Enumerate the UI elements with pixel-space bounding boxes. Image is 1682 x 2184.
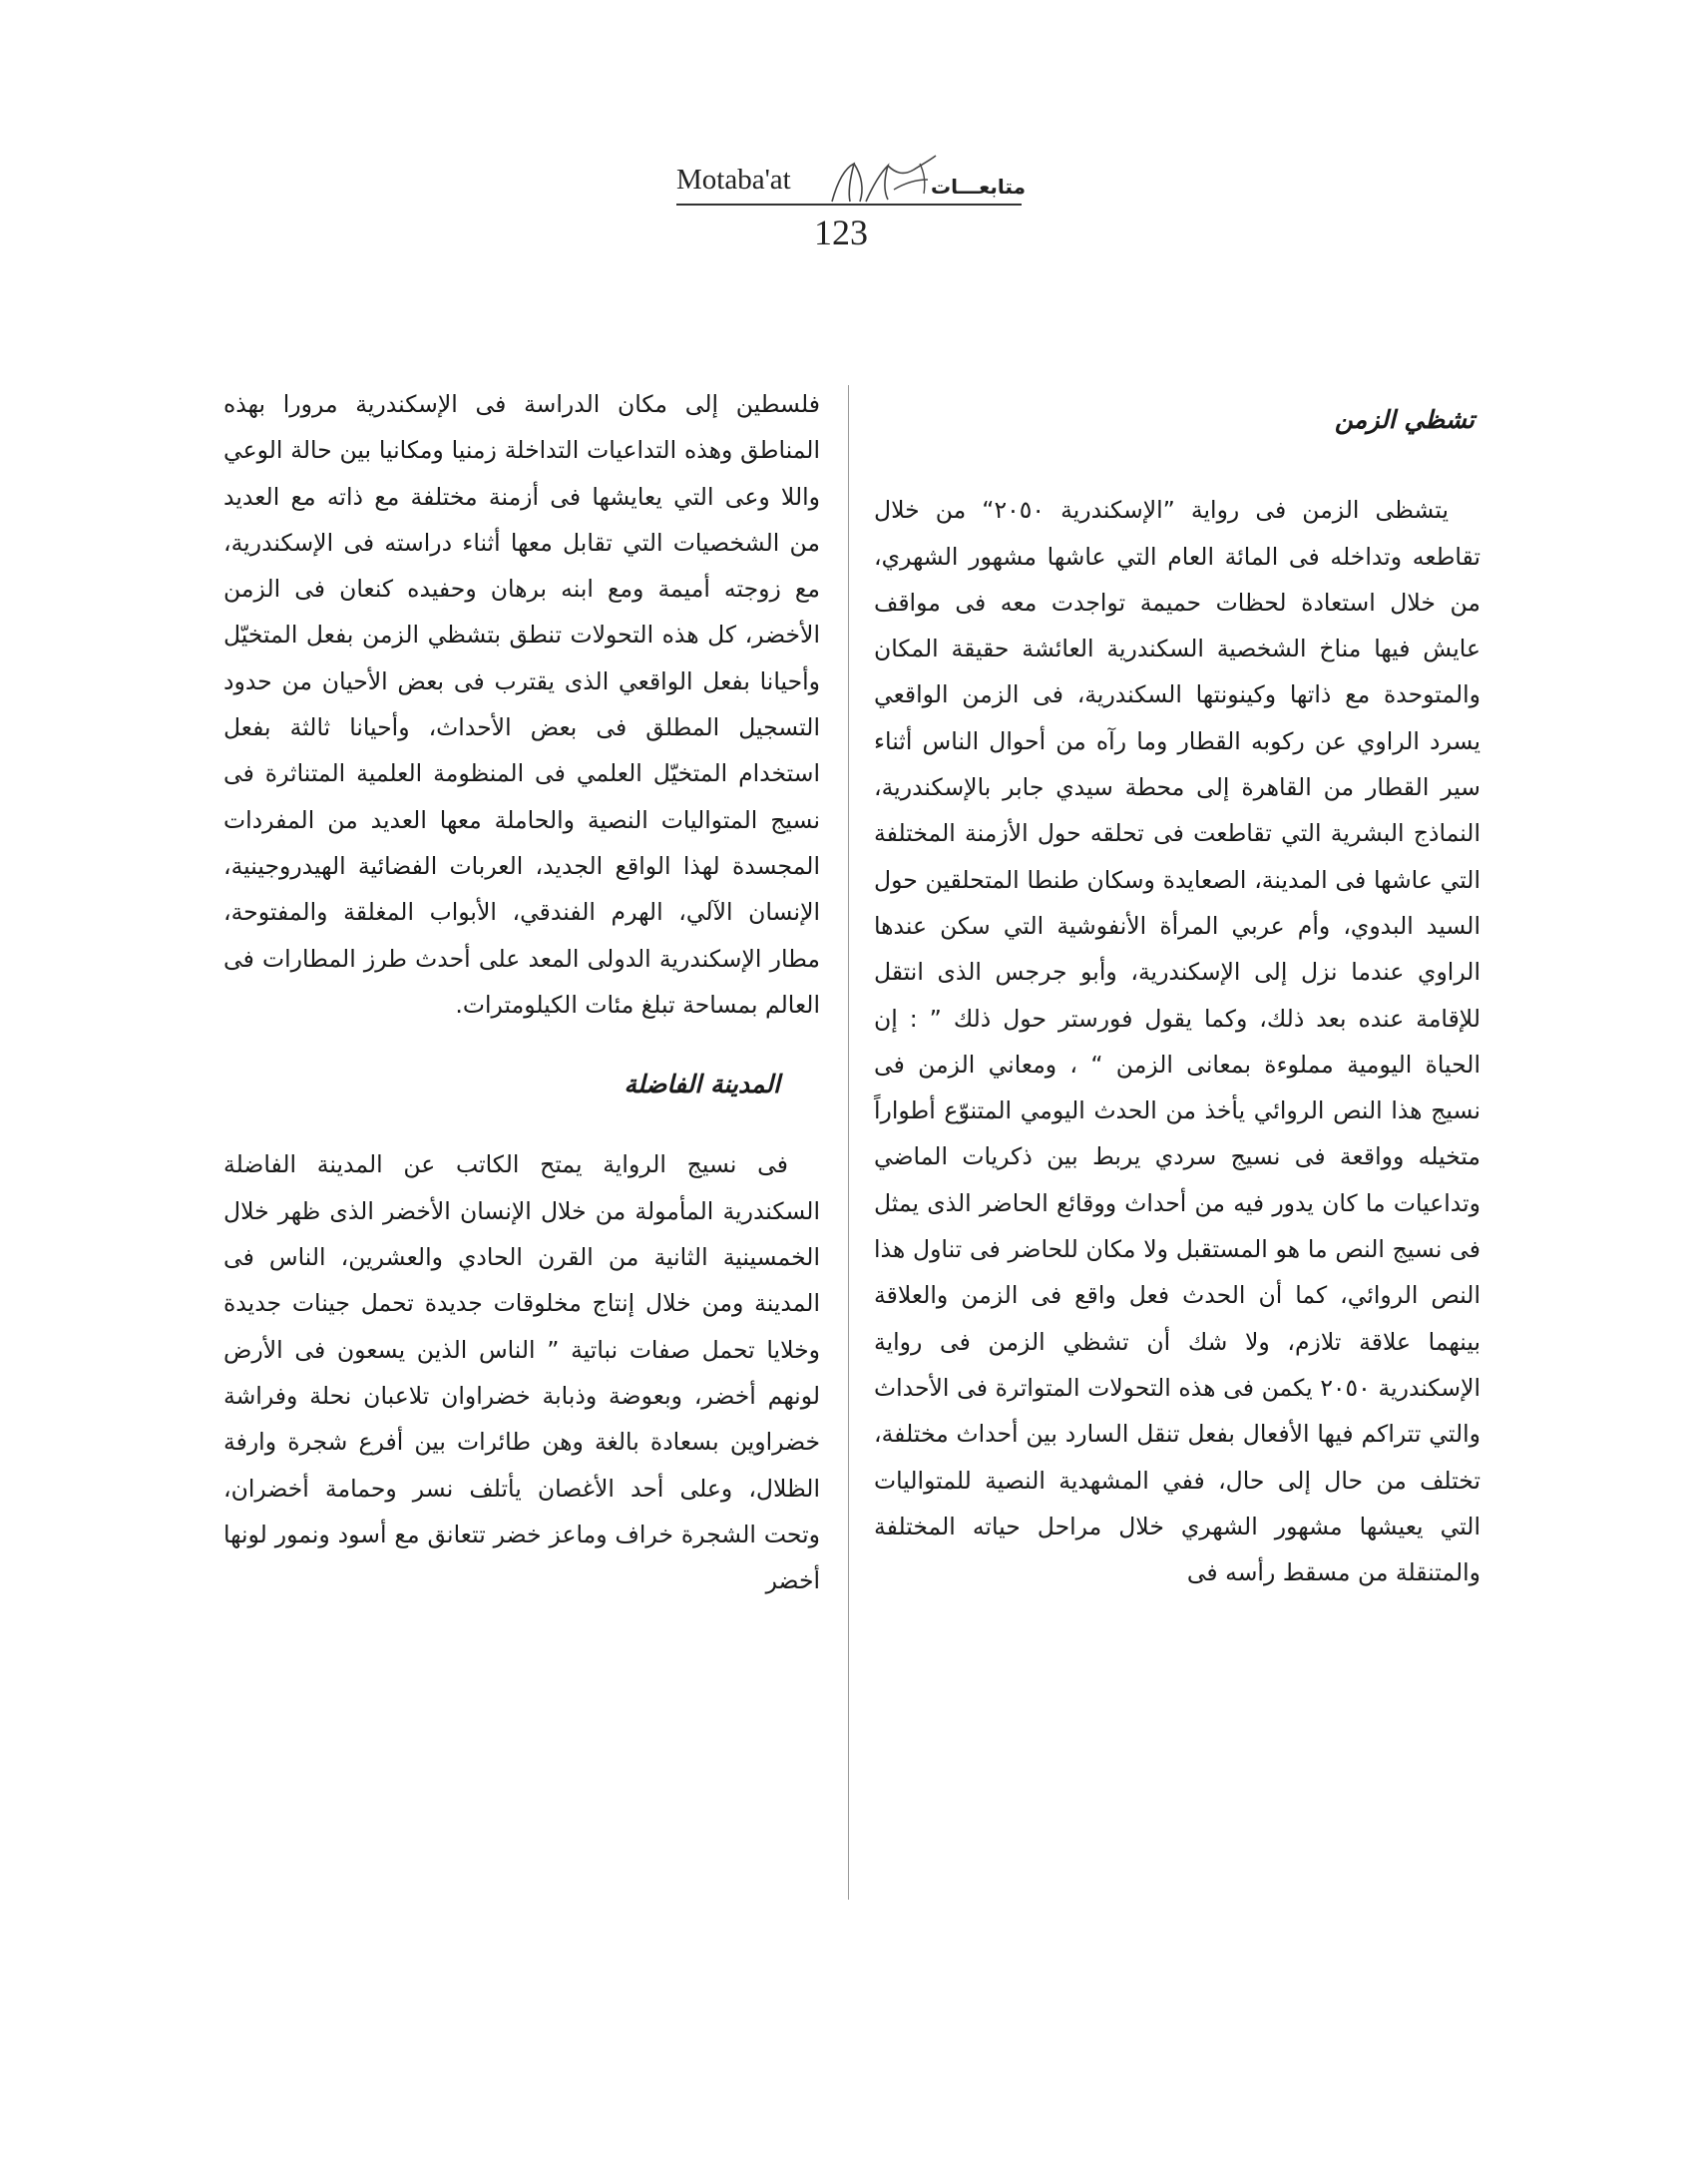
paragraph-time: يتشظى الزمن فى رواية ”الإسكندرية ٢٠٥٠“ من خلال تقاطعه وتداخله فى المائة العام التي عاشها مشهور الشهري، من خلال استعادة لحظات حميمة تواجدت معه فى مواقف عايش فيها مناخ الشخصية السكندرية العائشة حقيقة المكان والمتوحدة مع ذاتها وكينونتها السكندرية، فى الزمن الواقعي يسرد الراوي عن ركوبه القطار وما رآه من أحوال الناس أثناء سير القطار من القاهرة إلى محطة سيدي جابر بالإسكندرية، النماذج البشرية التي تقاطعت فى تحلقه حول الأزمنة المختلفة التي عاشها فى المدينة، الصعايدة وسكان طنطا المتحلقين حول السيد البدوي، وأم عربي المرأة الأنفوشية التي سكن عندها الراوي عندما نزل إلى الإسكندرية، وأبو جرجس الذى انتقل للإقامة عنده بعد ذلك، وكما يقول فورستر حول ذلك ” : إن الحياة اليومية مملوءة بمعانى الزمن “ ، ومعاني الزمن فى نسيج هذا النص الروائي يأخذ من الحدث اليومي المتنوّع أطواراً متخيله وواقعة فى نسيج سردي يربط بين ذكريات الماضي وتداعيات ما كان يدور فيه من أحداث ووقائع الحاضر الذى يمثل فى نسيج النص ما هو المستقبل ولا مكان للحاضر فى تناول هذا النص الروائي، كما أن الحدث فعل واقع فى الزمن والعلاقة بينهما علاقة تلازم، ولا شك أن تشظي الزمن فى رواية الإسكندرية ٢٠٥٠ يكمن فى هذه التحولات المتواترة فى الأحداث والتي تتراكم فيها الأفعال بفعل تنقل السارد بين أحداث مختلفة، تختلف من حال إلى حال، ففي المشهدية النصية للمتواليات التي يعيشها مشهور الشهري خلال مراحل حياته المختلفة والمتنقلة من مسقط رأسه فى bbox=[874, 496, 1480, 1587]
column-divider bbox=[848, 385, 849, 1900]
header-arabic-title: متابعـــات bbox=[931, 175, 1026, 199]
paragraph-utopia: فى نسيج الرواية يمتح الكاتب عن المدينة الفاضلة السكندرية المأمولة من خلال الإنسان الأخضر الذى ظهر خلال الخمسينية الثانية من القرن الحادي والعشرين، الناس فى المدينة ومن خلال إنتاج مخلوقات جديدة تحمل جينات جديدة وخلايا تحمل صفات نباتية ” الناس الذين يسعون فى الأرض لونهم أخضر، وبعوضة وذبابة خضراوان تلاعبان نحلة وفراشة خضراوين بسعادة بالغة وهن طائرات بين أفرع شجرة وارفة الظلال، وعلى أحد الأغصان يأتلف نسر وحمامة أخضران، وتحت الشجرة خراف وماعز خضر تتعانق مع أسود ونمور لونها أخضر bbox=[223, 1150, 820, 1595]
header-rule bbox=[676, 204, 1022, 206]
page-header bbox=[0, 150, 1682, 259]
left-column bbox=[223, 381, 820, 1603]
section-heading-utopia: المدينة الفاضلة bbox=[624, 1070, 780, 1099]
paragraph-continuation: فلسطين إلى مكان الدراسة فى الإسكندرية مرورا بهذه المناطق وهذه التداعيات التداخلة زمنيا ومكانيا بين حالة الوعي واللا وعى التي يعايشها فى أزمنة مختلفة مع ذاته مع العديد من الشخصيات التي تقابل معها أثناء دراسته فى الإسكندرية، مع زوجته أميمة ومع ابنه برهان وحفيده كنعان فى الزمن الأخضر، كل هذه التحولات تنطق بتشظي الزمن بفعل المتخيّل وأحيانا بفعل الواقعي الذى يقترب فى بعض الأحيان من حدود التسجيل المطلق فى بعض الأحداث، وأحيانا ثالثة بفعل استخدام المتخيّل العلمي فى المنظومة العلمية المتناثرة فى نسيج المتواليات النصية والحاملة معها العديد من المفردات المجسدة لهذا الواقع الجديد، العربات الفضائية الهيدروجينية، الإنسان الآلي، الهرم الفندقي، الأبواب المغلقة والمفتوحة، مطار الإسكندرية الدولى المعد على أحدث طرز المطارات فى العالم بمساحة تبلغ مئات الكيلومترات. bbox=[223, 390, 820, 1019]
right-column bbox=[874, 397, 1480, 1595]
page-number: 123 bbox=[814, 213, 868, 252]
section-heading-time: تشظي الزمن bbox=[1334, 405, 1474, 434]
header-latin-title: Motaba'at bbox=[676, 164, 791, 196]
